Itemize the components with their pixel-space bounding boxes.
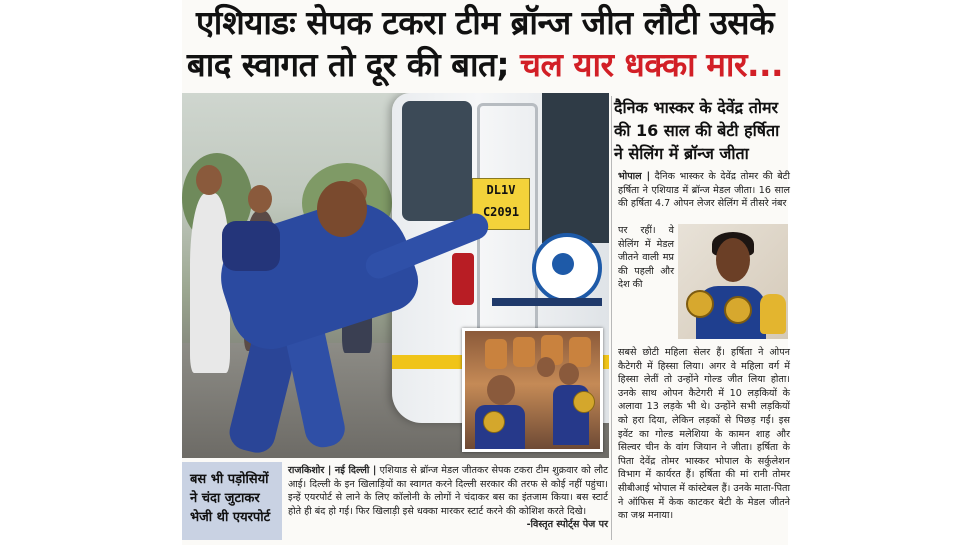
side-story-dateline: भोपाल |: [618, 171, 651, 182]
bus-window: [402, 101, 472, 221]
headline-line-2-black: बाद स्वागत तो दूर की बात;: [186, 45, 521, 84]
headline-line-2: [182, 44, 788, 86]
column-divider: [611, 96, 612, 540]
bus-tail-light: [452, 253, 474, 305]
bystander-head: [248, 185, 272, 213]
bronze-medal: [573, 391, 595, 413]
sidebar-box: बस भी पड़ोसियों ने चंदा जुटाकर भेजी थी एयरपोर्ट: [182, 462, 282, 540]
main-story-body: एशियाड से ब्रॉन्ज मेडल जीतकर सेपक टकरा टीम शुक्रवार को लौट आई। दिल्ली के इन खिलाड़ियों का स्वागत करने दिल्ली सरकार की तरफ से कोई नहीं पहुंचा। इन्हें एयरपोर्ट से लाने के लिए कॉलोनी के लोगों ने चंदाकर बस का इंतजाम किया। बस स्टार्ट होते ही बंद हो गई। फिर खिलाड़ी इसे धक्का मारकर स्टार्ट करने की कोशिश करते दिखे।: [288, 465, 608, 517]
plate-line-2: C2091: [482, 205, 520, 219]
main-photo: [182, 93, 609, 458]
side-story-headline: दैनिक भास्कर के देवेंद्र तोमर की 16 साल की बेटी हर्षिता ने सेलिंग में ब्रॉन्ज जीता: [614, 98, 780, 163]
bus-logo: [532, 233, 602, 303]
headline-line-1: एशियाडः सेपक टकरा टीम ब्रॉन्ज जीत लौटी उसके: [196, 3, 774, 42]
side-story-paragraph-narrow: पर रहीं। वे सेलिंग में मेडल जीतने वाली मप्र की पहली और देश की: [618, 225, 674, 291]
bronze-medal: [724, 296, 752, 324]
player-face: [559, 363, 579, 385]
main-story-byline: राजकिशोर | नई दिल्ली |: [288, 465, 377, 476]
bystander-head: [196, 165, 222, 195]
side-story-paragraph-bottom: सबसे छोटी महिला सेलर हैं। हर्षिता ने ओपन कैटेगरी में हिस्सा लिया। अगर वे महिला वर्ग में हिस्सा लेतीं तो उन्होंने गोल्ड जीत लिया होता। उनके साथ ओपन कैटेगरी में 10 लड़कियों के अलावा 13 लड़के भी थे। उन्होंने सभी लड़कियों को हरा दिया, लेकिन लड़कों से पिछड़ गईं। इस इवेंट का गोल्ड मलेशिया के कामन शाह और सिल्वर चीन के वांग जियान ने जीता। हर्षिता के पिता देवेंद्र तोमर भास्कर भोपाल के सर्कुलेशन विभाग में कार्यरत हैं। हर्षिता की मां रानी तोमर सीबीआई भोपाल में कांस्टेबल हैं। उनके माता-पिता ने ऑफिस में केक काटकर बेटी के मेडल जीतने का जश्न मनाया।: [618, 347, 790, 522]
continued-credit: -विस्तृत स्पोर्ट्स पेज पर: [526, 519, 608, 531]
player-head: [317, 181, 367, 237]
bus-window: [542, 93, 609, 243]
trophy: [760, 294, 786, 334]
main-story-text: [288, 464, 608, 532]
headline-line-2-red: चल यार धक्का मार...: [520, 45, 784, 84]
player-face: [537, 357, 555, 377]
plate-line-1: DL1V: [486, 183, 516, 197]
player-face: [487, 375, 515, 405]
headline: [182, 2, 788, 92]
bus-seat: [485, 339, 507, 369]
bronze-medal: [686, 290, 714, 318]
girl-face: [716, 238, 750, 282]
bus-seat: [569, 337, 591, 367]
backpack: [222, 221, 280, 271]
harshita-photo: [678, 224, 788, 339]
inset-photo: [462, 328, 603, 452]
side-story-paragraph-top: [618, 170, 790, 211]
bronze-medal: [483, 411, 505, 433]
registration-strip: [492, 298, 602, 306]
bus-seat: [513, 337, 535, 367]
side-story-text-top: दैनिक भास्कर के देवेंद्र तोमर की बेटी हर्षिता ने एशियाड में ब्रॉन्ज मेडल जीता। 16 साल की हर्षिता 4.7 ओपन लेजर सेलिंग में तीसरे नंबर: [618, 171, 791, 210]
